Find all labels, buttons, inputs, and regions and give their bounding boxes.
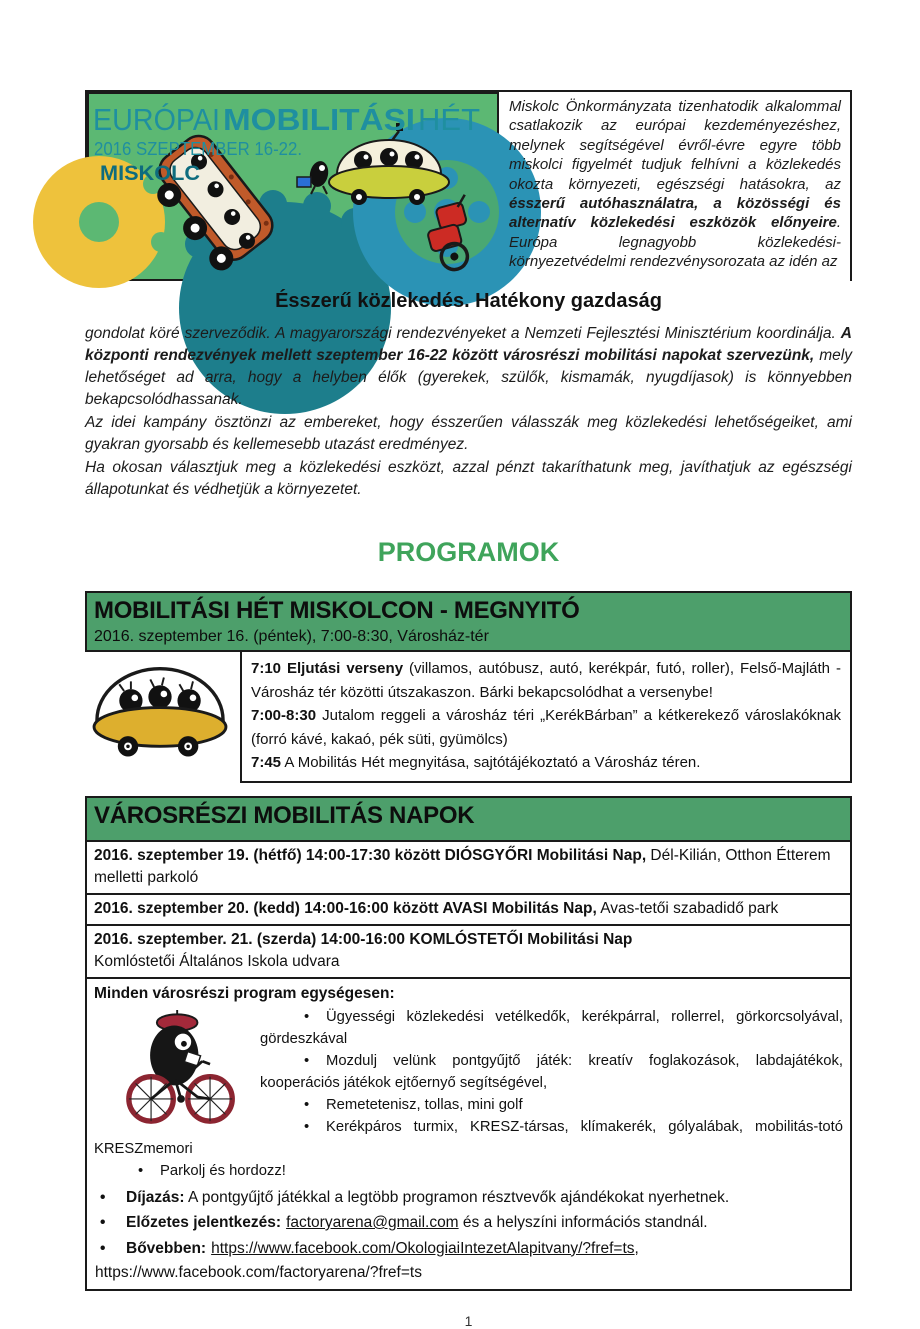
bullet-icon: • — [100, 1188, 106, 1206]
info-label: Bővebben: — [126, 1239, 207, 1257]
logo-subtitle: 2016 SZEPTEMBER 16-22. — [94, 139, 302, 159]
district-common-row — [85, 979, 852, 1292]
row-bold-text: 2016. szeptember 19. (hétfő) 14:00-17:30 között DIÓSGYŐRI Mobilitási Nap, — [94, 846, 647, 864]
district-row-avas — [85, 895, 852, 926]
intro-paragraph-3: Ha okosan választjuk meg a közlekedési eszközt, azzal pénzt takaríthatunk meg, javíthatjuk az egészségi állapotunkat és védhetjük a környezetet. — [85, 459, 852, 498]
slogan-heading: Ésszerű közlekedés. Hatékony gazdaság — [275, 290, 662, 312]
schedule-time: 7:45 — [251, 754, 282, 771]
info-label: Díjazás: — [126, 1188, 185, 1206]
common-programs-body — [94, 1006, 843, 1286]
prize-info-item — [94, 1185, 843, 1211]
district-title: VÁROSRÉSZI MOBILITÁS NAPOK — [94, 801, 475, 829]
p1-post: mely lehetőséget ad arra, hogy a helyben élők (gyerekek, szülők, kismamák, nyugdíjasok) is könnyebben bekapcsolódhassanak. — [85, 347, 852, 408]
schedule-item — [251, 657, 841, 704]
bullet-icon: • — [100, 1214, 106, 1231]
row-normal-text: Avas-tetői szabadidő park — [596, 899, 779, 917]
schedule-time: 7:00-8:30 — [251, 707, 317, 724]
schedule-item — [251, 751, 841, 775]
opening-schedule — [240, 652, 852, 783]
opening-subtitle: 2016. szeptember 16. (péntek), 7:00-8:30, Városház-tér — [94, 628, 489, 645]
list-item-text: Remetetenisz, tollas, mini golf — [326, 1096, 523, 1113]
intro-right-paragraph — [499, 92, 850, 281]
opening-title: MOBILITÁSI HÉT MISKOLCON - MEGNYITÓ — [94, 597, 580, 624]
list-item-text: Mozdulj velünk pontgyűjtő játék: kreatív foglakozások, labdajátékok, kooperációs játékok ejtőernyő segítségével, — [260, 1052, 843, 1091]
header-block — [85, 90, 852, 281]
intro-paragraph-1 — [85, 323, 852, 411]
district-row-diosgyor — [85, 842, 852, 895]
more-info-item — [94, 1236, 843, 1262]
bullet-icon: • — [304, 1096, 310, 1113]
row-bold-text: 2016. szeptember. 21. (szerda) 14:00-16:00 KOMLÓSTETŐI Mobilitási Nap — [94, 930, 633, 948]
p1-bold: A központi rendezvények mellett szeptember 16-22 között városrészi mobilitási napokat szervezünk, — [85, 325, 852, 364]
row-normal-text: Dél-Kilián, Otthon Étterem melletti parkoló — [94, 846, 831, 886]
intro-right-bold: ésszerű autóhasználatra, a közösségi és alternatív közlekedési eszközök előnyeire — [509, 195, 841, 232]
schedule-item — [251, 704, 841, 751]
opening-illustration-cell — [85, 652, 240, 783]
info-text: és a helyszíni információs standnál. — [458, 1214, 708, 1231]
bullet-icon: • — [100, 1239, 106, 1257]
mobility-week-logo — [87, 92, 499, 281]
common-programs-header: Minden városrészi program egységesen: — [94, 984, 395, 1002]
logo-title-part3: HÉT — [418, 102, 481, 137]
email-link[interactable]: factoryarena@gmail.com — [286, 1214, 459, 1231]
facebook-link-okologiai[interactable]: https://www.facebook.com/OkologiaiIntezetAlapitvany/?fref=ts — [211, 1239, 635, 1257]
opening-section — [85, 591, 852, 783]
logo-title-part1: EURÓPAI — [93, 102, 220, 137]
district-banner — [85, 796, 852, 842]
schedule-time: 7:10 Eljutási verseny — [251, 660, 404, 677]
info-text: A pontgyűjtő játékkal a legtöbb programon résztvevők ajándékokat nyerhetnek. — [184, 1188, 730, 1206]
bullet-icon: • — [304, 1052, 310, 1069]
car-bugs-illustration — [87, 660, 233, 757]
registration-info-item — [94, 1210, 843, 1236]
opening-body — [85, 652, 852, 783]
facebook-link-factoryarena[interactable]: https://www.facebook.com/factoryarena/?fref=ts — [95, 1264, 422, 1281]
info-list — [94, 1182, 843, 1286]
opening-banner — [85, 591, 852, 652]
info-label: Előzetes jelentkezés: — [126, 1214, 282, 1231]
bullet-icon: • — [304, 1008, 310, 1025]
list-item — [94, 1160, 843, 1182]
intro-paragraph-2: Az idei kampány ösztönzi az embereket, hogy ésszerűen válasszák meg közlekedési lehetőségeiket, ami gyakran gyorsabb és kellemesebb utazást eredményez. — [85, 414, 852, 453]
intro-right-post: . Európa legnagyobb közlekedési-környezetvédelmi rendezvénysorozata az idén az — [509, 214, 841, 271]
bullet-icon: • — [138, 1162, 144, 1179]
district-section — [85, 796, 852, 1292]
schedule-text: A Mobilitás Hét megnyitása, sajtótájékoztató a Városház téren. — [281, 754, 701, 771]
schedule-text: Jutalom reggeli a városház téri „KerékBárban” a kétkerekező városlakóknak (forró kávé, kakaó, pék süti, gyümölcs) — [251, 707, 841, 748]
list-item-text: Ügyességi közlekedési vetélkedők, kerékpárral, rollerrel, görkorcsolyával, gördeszkával — [260, 1008, 843, 1047]
p1-pre: gondolat köré szerveződik. A magyarországi rendezvényeket a Nemzeti Fejlesztési Minisztérium koordinálja. — [85, 325, 841, 342]
list-item-text: Parkolj és hordozz! — [160, 1162, 286, 1179]
list-item-text: Kerékpáros turmix, KRESZ-társas, klímakerék, gólyalábak, mobilitás-totó KRESZmemori — [94, 1118, 843, 1157]
district-row-komlosteto — [85, 926, 852, 979]
bullet-icon: • — [304, 1118, 310, 1135]
info-text: , — [634, 1239, 639, 1257]
row-bold-text: 2016. szeptember 20. (kedd) 14:00-16:00 között AVASI Mobilitás Nap, — [94, 899, 597, 917]
bicycle-bug-illustration — [112, 1010, 252, 1126]
intro-right-pre: Miskolc Önkormányzata tizenhatodik alkalommal csatlakozik az európai kezdeményezéshez, melynek segítségével évről-évre egyre több miskolci figyelmét tudjuk felhívni a közlekedés okozta környezeti, egészségi hatásokra, az — [509, 98, 841, 193]
schedule-text: (villamos, autóbusz, autó, kerékpár, futó, roller), Felső-Majláth - Városház tér közötti útszakaszon. Bárki bekapcsolódhat a versenybe! — [251, 660, 841, 701]
logo-title-part2: MOBILITÁSI — [223, 102, 415, 137]
logo-city: MISKOLC — [100, 162, 200, 185]
programs-heading: PROGRAMOK — [377, 537, 560, 567]
row-normal-text: Komlóstetői Általános Iskola udvara — [94, 952, 340, 970]
page-number: 1 — [464, 1313, 473, 1329]
